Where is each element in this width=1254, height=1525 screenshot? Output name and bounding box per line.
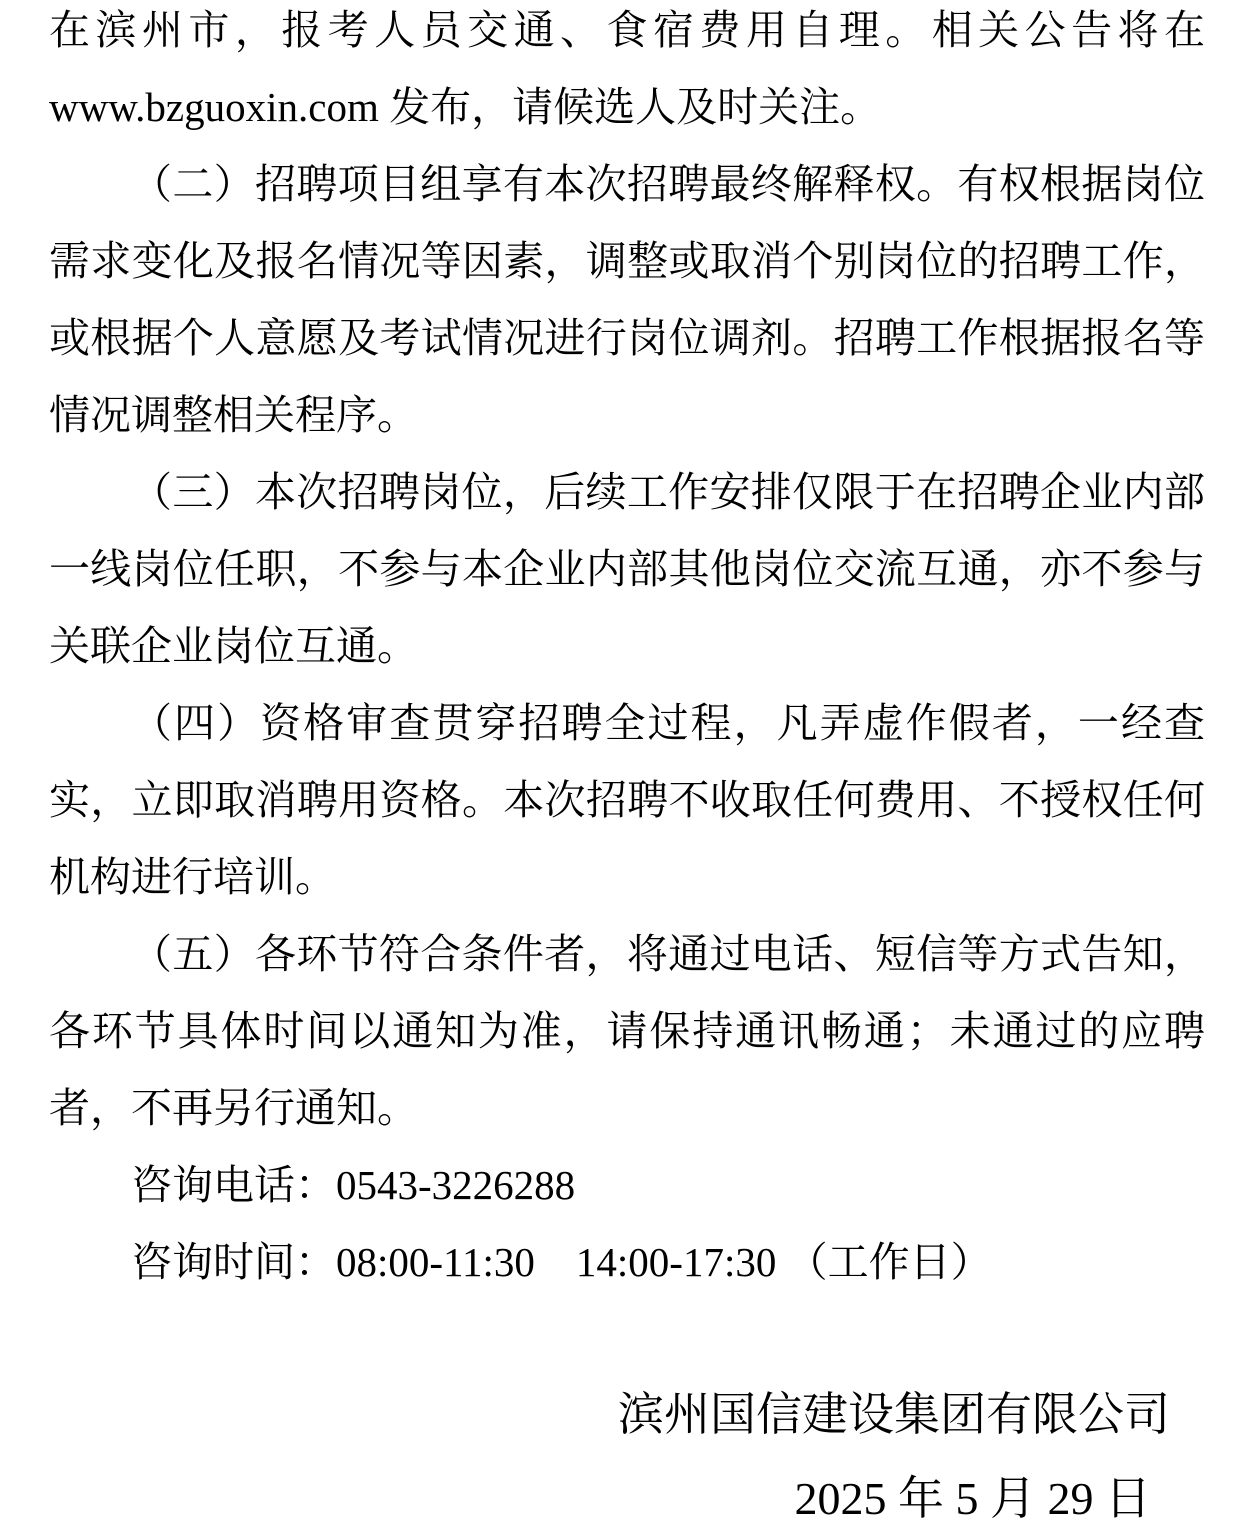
- signature-company-name: 滨州国信建设集团有限公司: [618, 1389, 1170, 1440]
- body-text: [49, 0, 1205, 1147]
- paragraph-item-2: （二）招聘项目组享有本次招聘最终解释权。有权根据岗位需求变化及报名情况等因素，调整或取消个别岗位的招聘工作，或根据个人意愿及考试情况进行岗位调剂。招聘工作根据报名等情况调整相关程序。: [49, 161, 1205, 438]
- paragraph-item-3: （三）本次招聘岗位，后续工作安排仅限于在招聘企业内部一线岗位任职，不参与本企业内部其他岗位交流互通，亦不参与关联企业岗位互通。: [49, 469, 1205, 669]
- contact-time-line: 咨询时间：08:00-11:30 14:00-17:30 （工作日）: [131, 1239, 992, 1285]
- paragraph-item-5: （五）各环节符合条件者，将通过电话、短信等方式告知，各环节具体时间以通知为准，请保持通讯畅通；未通过的应聘者，不再另行通知。: [49, 931, 1205, 1131]
- contact-block: [49, 1147, 1205, 1301]
- paragraph-item-4: （四）资格审查贯穿招聘全过程，凡弄虚作假者，一经查实，立即取消聘用资格。本次招聘不收取任何费用、不授权任何机构进行培训。: [49, 700, 1205, 900]
- signature-block: [49, 1373, 1205, 1525]
- signature-date: 2025 年 5 月 29 日: [794, 1473, 1151, 1524]
- contact-phone-line: 咨询电话：0543-3226288: [131, 1162, 576, 1208]
- paragraph-continuation: 在滨州市，报考人员交通、食宿费用自理。相关公告将在www.bzguoxin.com 发布，请候选人及时关注。: [49, 7, 1205, 130]
